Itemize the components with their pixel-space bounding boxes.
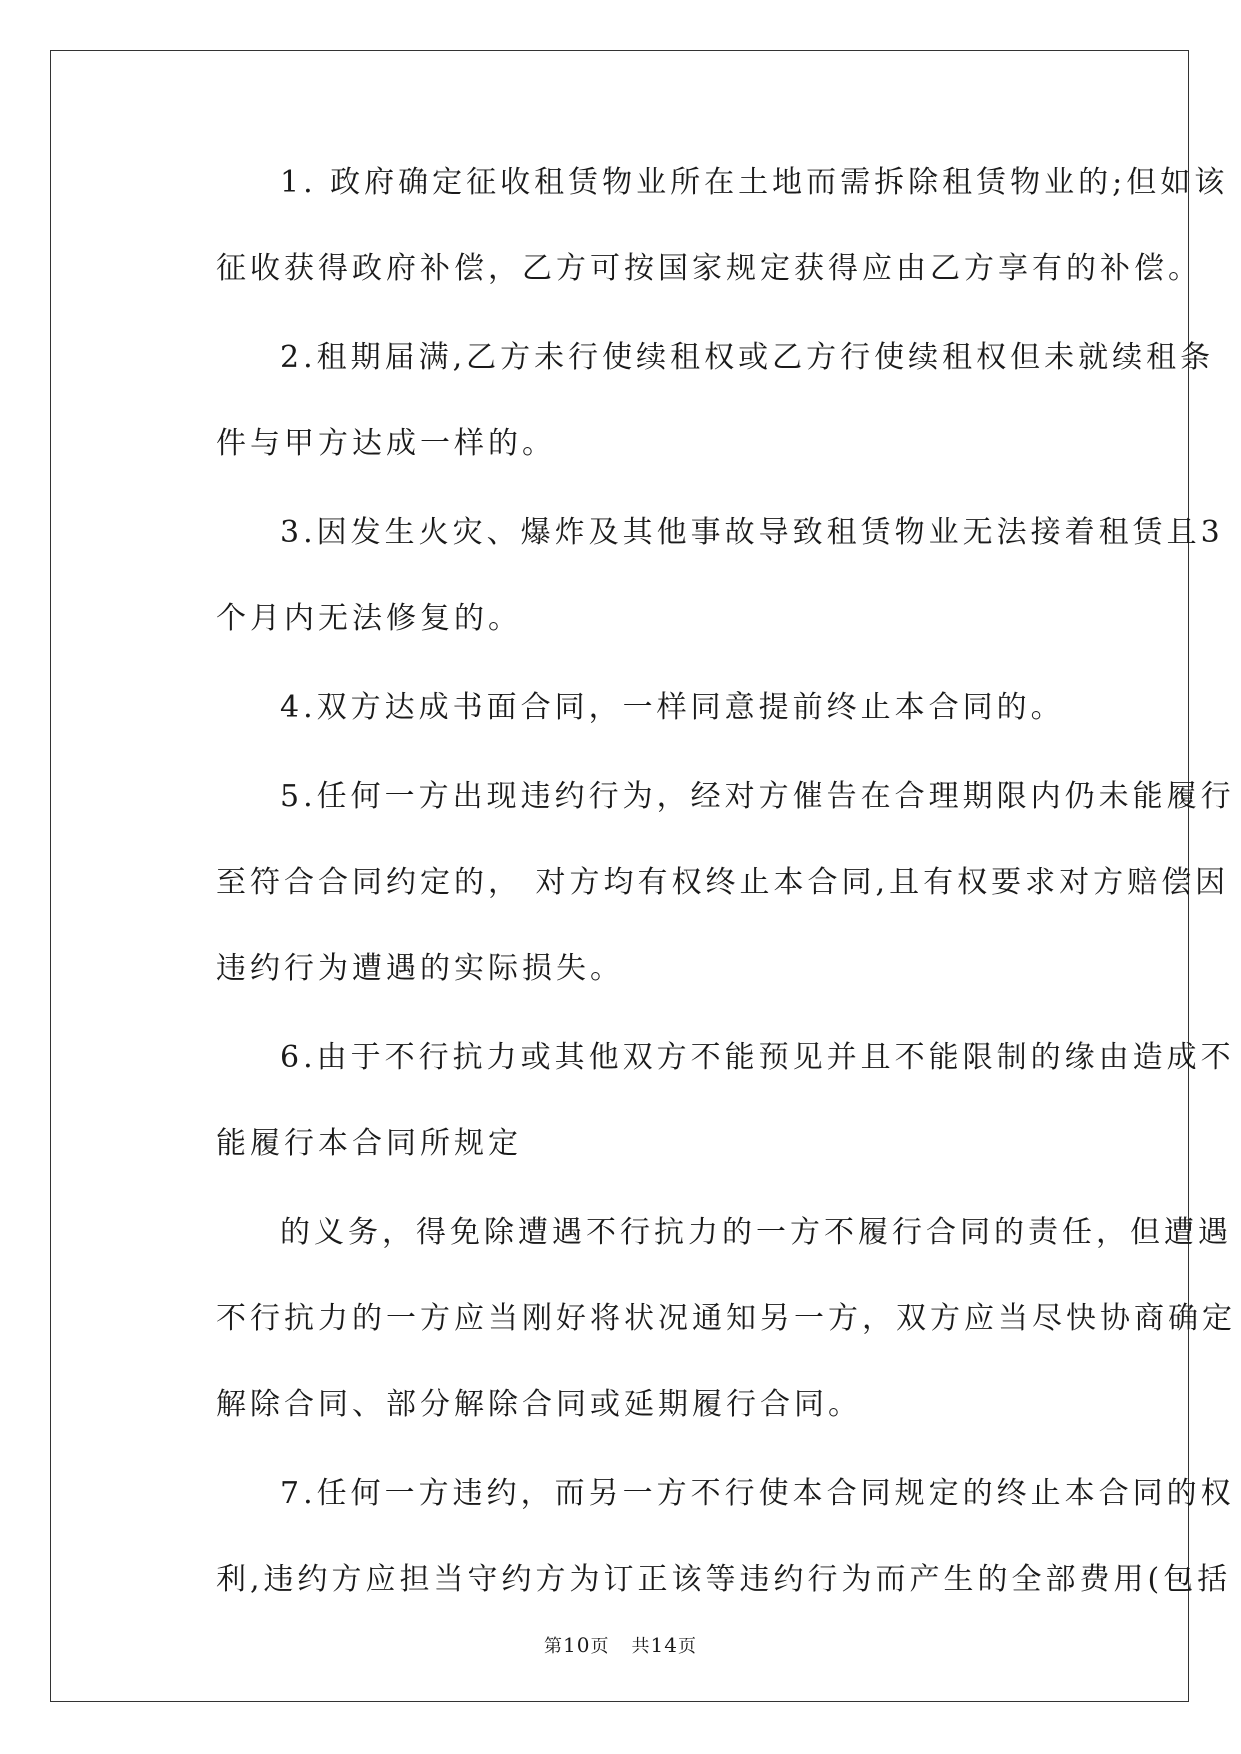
total-page-count: 14 [650, 1633, 678, 1657]
text-line: 解除合同、部分解除合同或延期履行合同。 [216, 1387, 862, 1422]
page-prefix: 第 [544, 1636, 564, 1657]
text-line: 1. 政府确定征收租赁物业所在土地而需拆除租赁物业的;但如该 [280, 165, 1229, 200]
clause-5 [152, 772, 1235, 994]
clause-7 [152, 1469, 1235, 1605]
text-line: 能履行本合同所规定 [216, 1126, 522, 1161]
text-line: 个月内无法修复的。 [216, 601, 522, 636]
text-line: 7.任何一方违约，而另一方不行使本合同规定的终止本合同的权 [280, 1476, 1235, 1511]
text-line: 征收获得政府补偿，乙方可按国家规定获得应由乙方享有的补偿。 [216, 251, 1202, 286]
total-suffix: 页 [677, 1636, 697, 1657]
text-line: 不行抗力的一方应当刚好将状况通知另一方，双方应当尽快协商确定 [216, 1301, 1236, 1336]
document-body [152, 158, 1236, 1644]
clause-4 [152, 683, 1092, 733]
text-line: 6.由于不行抗力或其他双方不能预见并且不能限制的缘由造成不 [280, 1040, 1235, 1075]
clause-6-continued [152, 1208, 1236, 1430]
clause-1 [152, 158, 1229, 294]
text-line: 3.因发生火灾、爆炸及其他事故导致租赁物业无法接着租赁且3 [280, 515, 1224, 550]
page-footer [0, 1632, 1241, 1658]
page-suffix: 页 [590, 1636, 610, 1657]
text-line: 4.双方达成书面合同，一样同意提前终止本合同的。 [280, 690, 1065, 725]
text-line: 违约行为遭遇的实际损失。 [216, 951, 624, 986]
current-page-number: 10 [563, 1633, 591, 1657]
clause-3 [152, 508, 1224, 644]
text-line: 2.租期届满,乙方未行使续租权或乙方行使续租权但未就续租条 [280, 340, 1215, 375]
text-line: 的义务，得免除遭遇不行抗力的一方不履行合同的责任，但遭遇 [280, 1215, 1232, 1250]
text-line: 利,违约方应担当守约方为订正该等违约行为而产生的全部费用(包括 [216, 1562, 1232, 1597]
clause-6 [152, 1033, 1235, 1169]
text-line: 件与甲方达成一样的。 [216, 426, 556, 461]
text-line: 5.任何一方出现违约行为，经对方催告在合理期限内仍未能履行 [280, 779, 1235, 814]
text-line: 至符合合同约定的， 对方均有权终止本合同,且有权要求对方赔偿因 [216, 865, 1230, 900]
clause-2 [152, 333, 1215, 469]
total-prefix: 共 [631, 1636, 651, 1657]
